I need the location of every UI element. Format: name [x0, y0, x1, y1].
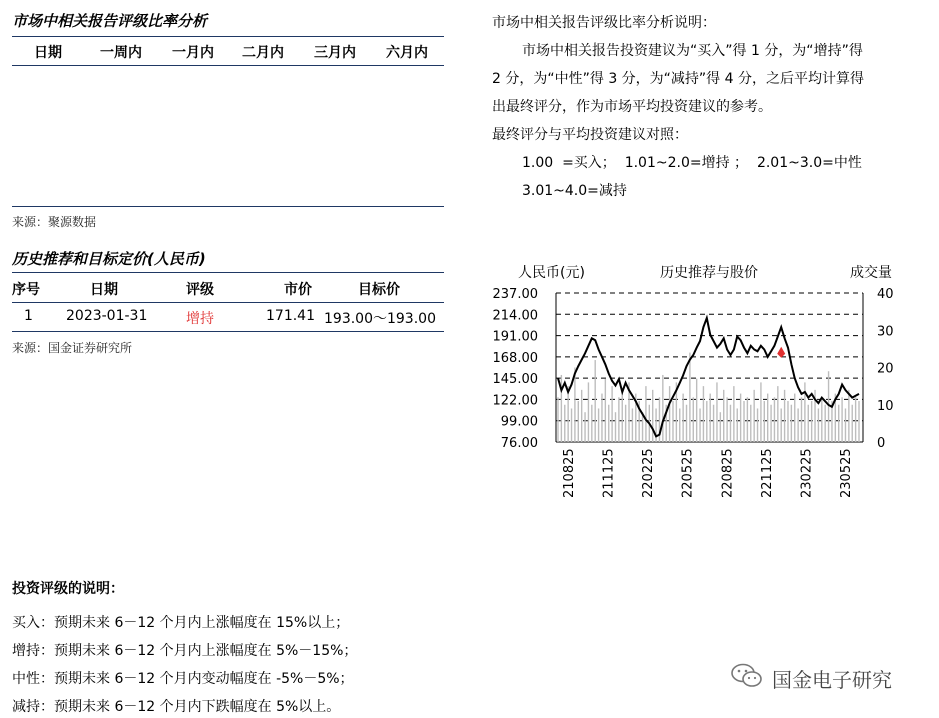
rating-table-source: 来源：聚源数据 — [12, 215, 97, 229]
rating-marker — [777, 347, 785, 358]
x-tick-label: 210825 — [562, 448, 577, 498]
rating-notes-title: 投资评级的说明： — [12, 581, 124, 597]
y-tick-left: 145.00 — [492, 372, 538, 388]
explanation-line: 2 分，为“中性”得 3 分，为“减持”得 4 分，之后平均计算得 — [492, 71, 864, 87]
x-tick-label: 221125 — [759, 448, 775, 498]
history-table-title: 历史推荐和目标定价(人民币) — [12, 250, 206, 268]
history-row-date: 2023-01-31 — [66, 308, 148, 324]
x-tick-label: 230525 — [839, 448, 854, 498]
rating-header-date: 日期 — [34, 45, 62, 61]
explanation-line: 最终评分与平均投资建议对照： — [492, 127, 688, 143]
rating-header-month: 一月内 — [172, 45, 214, 61]
rating-table-top-rule — [12, 36, 444, 37]
x-tick-label: 230225 — [799, 448, 815, 498]
history-row-price: 171.41 — [266, 308, 315, 324]
x-tick-label: 220825 — [720, 448, 736, 498]
y-tick-left: 168.00 — [492, 350, 538, 366]
history-table-header-rule — [12, 302, 444, 303]
x-tick-label: 211125 — [601, 448, 617, 498]
wechat-icon — [730, 662, 764, 690]
history-row-rating: 增持 — [186, 311, 214, 327]
price-chart — [480, 255, 920, 515]
y-tick-left: 191.00 — [492, 329, 538, 345]
rating-note-overweight: 增持：预期未来 6－12 个月内上涨幅度在 5%－15%； — [12, 643, 358, 659]
y-tick-right: 10 — [877, 398, 894, 414]
history-header-target: 目标价 — [358, 282, 400, 298]
y-tick-left: 76.00 — [500, 436, 538, 451]
history-header-rating: 评级 — [186, 282, 214, 298]
x-tick-label: 220525 — [680, 448, 696, 498]
rating-note-neutral: 中性：预期未来 6－12 个月内变动幅度在 -5%－5%； — [12, 671, 354, 687]
rating-table-bottom-rule — [12, 206, 444, 207]
explanation-line: 3.01~4.0=减持 — [522, 183, 627, 199]
y-tick-right: 30 — [877, 324, 894, 340]
history-header-price: 市价 — [284, 282, 312, 298]
rating-table-title: 市场中相关报告评级比率分析 — [12, 12, 208, 30]
rating-header-week: 一周内 — [100, 45, 142, 61]
rating-note-buy: 买入：预期未来 6－12 个月内上涨幅度在 15%以上； — [12, 615, 350, 631]
history-table-source: 来源：国金证券研究所 — [12, 341, 133, 355]
history-table-top-rule — [12, 272, 444, 273]
history-header-date: 日期 — [90, 282, 118, 298]
explanation-title: 市场中相关报告评级比率分析说明： — [492, 15, 716, 31]
y-tick-right: 20 — [877, 361, 894, 377]
rating-header-6month: 六月内 — [386, 45, 428, 61]
rating-table-header-rule — [12, 65, 444, 66]
history-row-no: 1 — [24, 308, 33, 324]
chart-ylabel-left: 人民币(元) — [518, 265, 585, 281]
explanation-line: 市场中相关报告投资建议为“买入”得 1 分，为“增持”得 — [522, 43, 863, 59]
watermark-text: 国金电子研究 — [772, 668, 892, 692]
rating-note-underweight: 减持：预期未来 6－12 个月内下跌幅度在 5%以上。 — [12, 699, 341, 715]
chart-ylabel-right: 成交量 — [850, 265, 892, 281]
rating-header-3month: 三月内 — [314, 45, 356, 61]
chart-title: 历史推荐与股价 — [660, 265, 758, 281]
y-tick-left: 214.00 — [492, 308, 538, 324]
y-tick-right: 40 — [877, 287, 894, 302]
history-row-target: 193.00～193.00 — [324, 311, 436, 327]
explanation-line: 出最终评分，作为市场平均投资建议的参考。 — [492, 99, 772, 115]
y-tick-left: 99.00 — [500, 414, 538, 430]
x-tick-label: 220225 — [641, 448, 657, 498]
y-tick-right: 0 — [877, 436, 886, 451]
history-table-bottom-rule — [12, 331, 444, 332]
explanation-line: 1.00 =买入； 1.01~2.0=增持 ； 2.01~3.0=中性 — [522, 155, 862, 171]
y-tick-left: 237.00 — [492, 287, 538, 302]
history-header-no: 序号 — [12, 282, 40, 298]
rating-header-2month: 二月内 — [242, 45, 284, 61]
y-tick-left: 122.00 — [492, 393, 538, 409]
